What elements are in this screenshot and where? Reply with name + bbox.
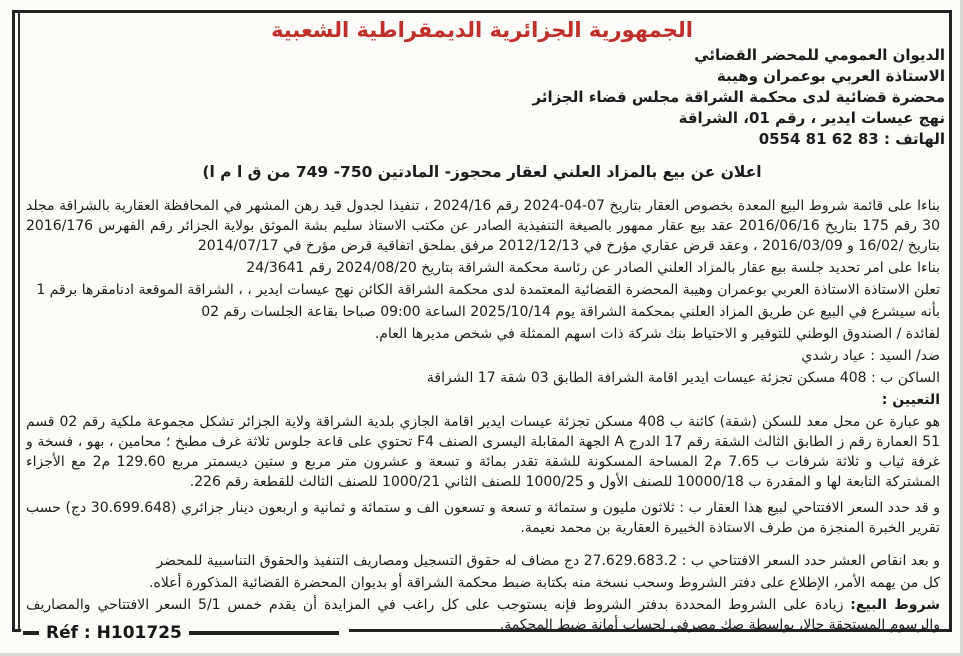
bailiff-office-block xyxy=(15,45,949,150)
basis-paragraph-2: بناءا على امر تحديد جلسة بيع عقار بالمزاد العلني الصادر عن رئاسة محكمة الشراقة بتاريخ 2024/08/20 رقم 24/3641 xyxy=(246,260,940,276)
office-name: الديوان العمومي للمحضر القضائي xyxy=(694,46,945,64)
announcement-body xyxy=(26,196,940,635)
opening-price-paragraph: و قد حدد السعر الافتتاحي لبيع هذا العقار ب : ثلاثون مليون و ستمائة و تسعة و تسعون الف و ستمائة و ثمانية و اربعون دينار جزائري (30.699.648 دج) حسب تقرير الخبرة المنجزة من طرف الاستاذة الخبيرة العقارية بن محمد نعيمة. xyxy=(26,500,940,536)
debtor-address-paragraph: الساكن ب : 408 مسكن تجزئة عيسات ايدير اقامة الشرافة الطابق 03 شقة 17 الشراقة xyxy=(426,370,940,386)
announcement-title: اعلان عن بيع بالمزاد العلني لعقار محجوز- المادتين ‎749 -750‎ من ق ا م ا) xyxy=(202,163,762,181)
reference-number: Réf : H101725 xyxy=(46,623,182,643)
basis-paragraph-1: بناءا على قائمة شروط البيع المعدة بخصوص العقار بتاريخ 07-04-2024 رقم 2024/16 ، تنفيذا لجدول قيد رهن المشهر في المحافظة العقارية بالشراقة مجلد 30 رقم 175 بتاريخ 2016/06/16 عقد بيع عقار ممهور بالصيغة التنفيذية الصادر عن مكتب الاستاذ سليم بشة الموثق بولاية الجزائر رقم الفهرس 2016/176 بتاريخ ‎16/02/‎ و 2016/03/09 ، وعقد قرض عقاري مؤرخ في 2012/12/13 مرفق بملحق اتفاقية قرض مؤرخ في 2014/07/17 xyxy=(26,198,941,254)
office-phone-line xyxy=(21,129,945,150)
phone-label: الهاتف : xyxy=(883,130,945,148)
phone-number: 0554 81 62 83 xyxy=(758,130,879,148)
announcer-paragraph: تعلن الاستاذة الاستاذة العربي بوعمران وهيبة المحضرة القضائية المعتمدة لدى محكمة الشراقة الكائن نهج عيسات ايدير ، ، الشراقة الموقعة ادنامقرها برقم 1 xyxy=(36,282,940,298)
bailiff-name: الاستاذة العربي بوعمران وهيبة xyxy=(716,67,945,85)
republic-title: الجمهورية الجزائرية الديمقراطية الشعبية xyxy=(271,18,693,42)
sale-conditions-lead: شروط البيع: xyxy=(850,597,940,613)
designation-heading: التعيين : xyxy=(881,392,940,408)
footer-bottom-rule xyxy=(189,631,339,635)
consultation-paragraph: كل من يهمه الأمر، الإطلاع على دفتر الشروط وسحب نسخة منه بكتابة ضبط محكمة الشراقة أو بديوان المحضرة القضائية المذكورة أعلاه. xyxy=(149,575,940,591)
sale-conditions-rest: زيادة على الشروط المحددة بدفتر الشروط فإنه يستوجب على كل راغب في المزايدة أن يقدم خمس 5/1 السعر الافتتاحي والمصاريف والرسوم المستحقة حالا، بواسطة صك مصرفي لحساب أمانة ضبط المحكمة. xyxy=(26,597,940,633)
beneficiary-paragraph: لفائدة / الصندوق الوطني للتوفير و الاحتياط بنك شركة ذات اسهم الممثلة في شخص مديرها العام. xyxy=(374,326,940,342)
office-address: نهج عيسات ايدير ، رقم 01، الشراقة xyxy=(678,109,945,127)
auction-session-paragraph: بأنه سيشرع في البيع عن طريق المزاد العلني بمحكمة الشراقة يوم 2025/10/14 الساعة 09:00 صباحا بقاعة الجلسات رقم 02 xyxy=(201,304,940,320)
property-designation-paragraph: هو عبارة عن محل معد للسكن (شقة) كائنة ب 408 مسكن تجزئة عيسات ايدير اقامة الجازي بلدية الشراقة ولاية الجزائر تشكل مجموعة ملكية رقم 02 قسم 51 العمارة رقم ز الطابق الثالث الشقة رقم 17 الدرج A الجهة المقابلة اليسرى الصنف F4 تحتوي على قاعة جلوس ثلاثة غرف مطبخ ؛ محامين ، بهو ، فسخة و غرفة ثياب و ثلاثة شرفات ب 7.65 م2 المساحة المسكونة للشقة تقدر بمائة و تسعة و عشرون متر مربع و ستين ديسمتر مربع 129.60 م2 مع الأجزاء المشتركة التابعة لها و المقدرة ب 10000/18 للصنف الأول و 1000/25 للصنف الثاني 1000/21 للصنف الثالث للقطعة رقم 226. xyxy=(26,414,941,490)
debtor-paragraph: ضد/ السيد : عياد رشدي xyxy=(801,348,940,364)
bailiff-title: محضرة قضائية لدى محكمة الشراقة مجلس قضاء الجزائر xyxy=(532,88,945,106)
reduced-price-paragraph: و بعد انقاص العشر حدد السعر الافتتاحي ب : 27.629.683.2 دج مضاف له حقوق التسجيل ومصاريف التنفيذ والحقوق التناسبية للمحضر xyxy=(156,553,940,569)
footer-corner-line xyxy=(23,631,39,635)
document-footer xyxy=(21,622,349,644)
document-border-frame xyxy=(12,10,952,643)
